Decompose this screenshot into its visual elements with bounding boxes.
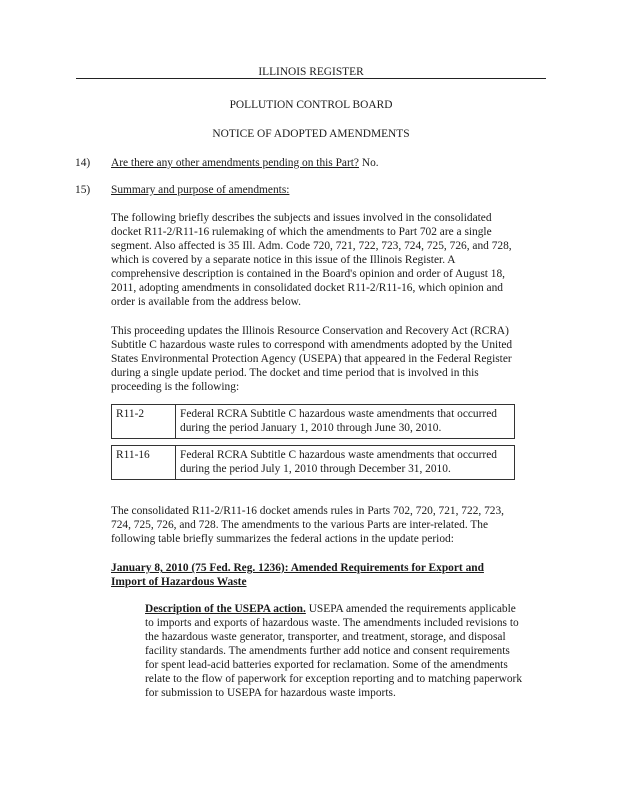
paragraph-summary [111, 211, 516, 309]
docket-cell: R11-16 [112, 446, 176, 480]
item-answer: No. [361, 157, 379, 169]
description-label: Description of the USEPA action. [145, 603, 306, 615]
table-row [112, 405, 515, 439]
docket-description: Federal RCRA Subtitle C hazardous waste amendments that occurred during the period July 1, 2010 through December 31, 2010. [176, 446, 515, 480]
table-row [112, 446, 515, 480]
item-text [111, 156, 379, 170]
item-number: 15) [75, 184, 91, 196]
paragraph-proceeding [111, 324, 516, 394]
docket-table-r11-16 [111, 445, 515, 480]
register-title: ILLINOIS REGISTER [258, 66, 364, 78]
paragraph-text: The following briefly describes the subjects and issues involved in the consolidated docket R11-2/R11-16 rulemaking of which the amendments to Part 702 are a single segment. Also affected is 35 Ill. Adm. Code 720, 721, 722, 723, 724, 725, 726, and 728, which is covered by a separate notice in this issue of the Illinois Register. A comprehensive description is contained in the Board's opinion and order of August 18, 2011, adopting amendments in consolidated docket R11-2/R11-16, which opinion and order is available from the address below. [111, 212, 512, 308]
docket-description: Federal RCRA Subtitle C hazardous waste amendments that occurred during the period January 1, 2010 through June 30, 2010. [176, 405, 515, 439]
paragraph-text: This proceeding updates the Illinois Resource Conservation and Recovery Act (RCRA) Subtitle C hazardous waste rules to correspond with amendments adopted by the United States Environmental Protection Agency (USEPA) that appeared in the Federal Register during a single update period. The docket and time period that is involved in this proceeding is the following: [111, 325, 513, 393]
federal-action-heading: January 8, 2010 (75 Fed. Reg. 1236): Amended Requirements for Export and Import of Hazardous Waste [111, 562, 484, 588]
item-label: Summary and purpose of amendments: [111, 184, 290, 196]
item-label: Are there any other amendments pending on this Part? [111, 157, 359, 169]
item-number: 14) [75, 157, 91, 169]
docket-cell: R11-2 [112, 405, 176, 439]
paragraph-consolidated [111, 504, 516, 546]
federal-action-description [145, 602, 525, 700]
notice-title: NOTICE OF ADOPTED AMENDMENTS [212, 128, 410, 140]
docket-table-r11-2 [111, 404, 515, 439]
description-text: USEPA amended the requirements applicable to imports and exports of hazardous waste. The amendments included revisions to the hazardous waste generator, transporter, and treatment, storage, and disposal facility standards. The amendments further add notice and consent requirements for spent lead-acid batteries exported for reclamation. Some of the amendments relate to the flow of paperwork for exception reporting and to matching paperwork for submission to USEPA for hazardous waste imports. [145, 603, 523, 699]
agency-title: POLLUTION CONTROL BOARD [229, 99, 393, 111]
paragraph-text: The consolidated R11-2/R11-16 docket amends rules in Parts 702, 720, 721, 722, 723, 724, 725, 726, and 728. The amendments to the various Parts are inter-related. The following table briefly summarizes the federal actions in the update period: [111, 505, 505, 545]
